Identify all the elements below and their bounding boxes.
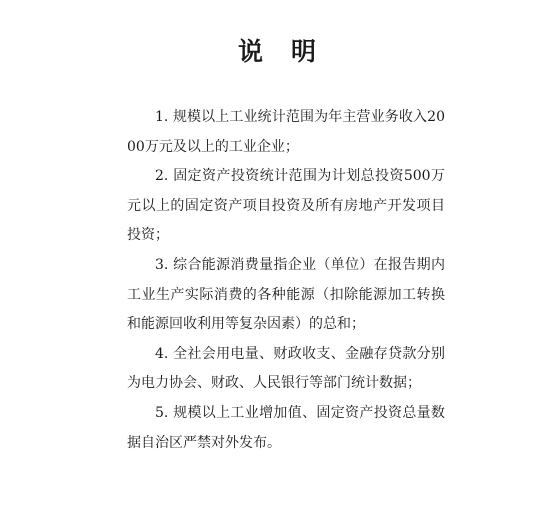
note-item-4: 4. 全社会用电量、财政收支、金融存贷款分别为电力协会、财政、人民银行等部门统计数据； [127,345,445,392]
note-item-2: 2. 固定资产投资统计范围为计划总投资500万元以上的固定资产项目投资及所有房地产开发项目投资； [127,168,445,244]
note-item-3: 3. 综合能源消费量指企业（单位）在报告期内工业生产实际消费的各种能源（扣除能源加工转换和能源回收利用等复杂因素）的总和； [127,256,445,333]
notes-list [127,103,445,458]
note-item-1: 1. 规模以上工业统计范围为年主营业务收入2000万元及以上的工业企业； [127,109,445,155]
page-title: 说明 [237,37,344,66]
note-item-5: 5. 规模以上工业增加值、固定资产投资总量数据自治区严禁对外发布。 [127,404,445,451]
